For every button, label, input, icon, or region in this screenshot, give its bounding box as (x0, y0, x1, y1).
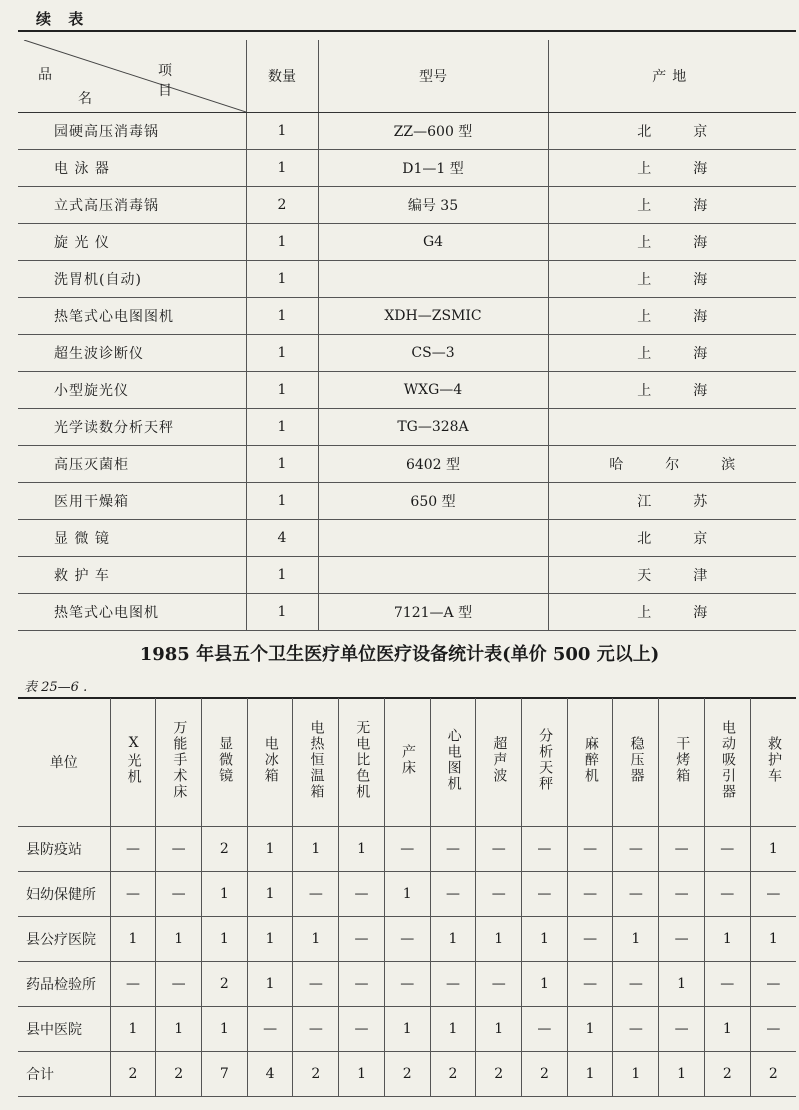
equipment-name: 小型旋光仪 (18, 372, 246, 409)
header-ming: 名 (78, 91, 93, 107)
value-cell: 1 (293, 917, 339, 962)
quantity-cell: 1 (246, 150, 318, 187)
model-cell (318, 557, 548, 594)
value-cell: — (659, 872, 705, 917)
origin-cell: 上海 (548, 187, 796, 224)
model-cell: 编号 35 (318, 187, 548, 224)
top-rule (18, 30, 796, 32)
value-cell: — (613, 962, 659, 1007)
value-cell: 1 (476, 917, 522, 962)
value-cell: 1 (659, 1052, 705, 1097)
value-cell: 1 (522, 917, 568, 962)
table-row (18, 872, 796, 917)
header-model: 型号 (318, 40, 548, 113)
value-cell: 1 (613, 917, 659, 962)
value-cell: 2 (293, 1052, 339, 1097)
table-row (18, 557, 796, 594)
origin-cell: 江苏 (548, 483, 796, 520)
equipment-name: 热笔式心电图机 (18, 594, 246, 631)
quantity-cell: 1 (246, 261, 318, 298)
origin-cell: 上海 (548, 594, 796, 631)
value-cell: 2 (202, 827, 248, 872)
equipment-name: 超生波诊断仪 (18, 335, 246, 372)
quantity-cell: 1 (246, 372, 318, 409)
origin-cell: 北京 (548, 520, 796, 557)
value-cell: 1 (704, 1007, 750, 1052)
origin-cell: 上海 (548, 335, 796, 372)
value-cell: 1 (247, 827, 293, 872)
value-cell: 1 (704, 917, 750, 962)
value-cell: 1 (247, 917, 293, 962)
model-cell (318, 520, 548, 557)
value-cell: 1 (522, 962, 568, 1007)
value-cell: 2 (522, 1052, 568, 1097)
quantity-cell: 1 (246, 224, 318, 261)
unit-cell: 药品检验所 (18, 962, 110, 1007)
column-header (750, 698, 796, 827)
table-row (18, 224, 796, 261)
table-row (18, 335, 796, 372)
column-header-label: X光机 (125, 735, 142, 785)
origin-cell: 上海 (548, 224, 796, 261)
column-header (430, 698, 476, 827)
value-cell: 1 (430, 917, 476, 962)
continuation-label: 续 表 (36, 10, 90, 28)
quantity-cell: 1 (246, 483, 318, 520)
origin-cell: 上海 (548, 298, 796, 335)
column-header-label: 分析天秤 (537, 728, 554, 792)
value-cell: 1 (476, 1007, 522, 1052)
origin-cell (548, 409, 796, 446)
column-header (293, 698, 339, 827)
value-cell: 2 (476, 1052, 522, 1097)
value-cell: — (247, 1007, 293, 1052)
table-row (18, 446, 796, 483)
value-cell: — (339, 1007, 385, 1052)
model-cell: TG—328A (318, 409, 548, 446)
value-cell: 1 (247, 962, 293, 1007)
value-cell: — (704, 962, 750, 1007)
equipment-name: 旋 光 仪 (18, 224, 246, 261)
value-cell: — (476, 872, 522, 917)
column-header (339, 698, 385, 827)
column-header (156, 698, 202, 827)
value-cell: 2 (384, 1052, 430, 1097)
value-cell: 4 (247, 1052, 293, 1097)
model-cell: 6402 型 (318, 446, 548, 483)
table-row (18, 1007, 796, 1052)
value-cell: — (293, 1007, 339, 1052)
column-header-label: 干烤箱 (674, 736, 691, 784)
equipment-name: 热笔式心电图图机 (18, 298, 246, 335)
value-cell: — (659, 827, 705, 872)
diagonal-header-cell (18, 40, 246, 113)
value-cell: — (659, 1007, 705, 1052)
model-cell: XDH—ZSMIC (318, 298, 548, 335)
column-header-label: 救护车 (766, 736, 783, 784)
equipment-name: 洗胃机(自动) (18, 261, 246, 298)
column-header (247, 698, 293, 827)
model-cell: WXG—4 (318, 372, 548, 409)
value-cell: 1 (247, 872, 293, 917)
value-cell: 2 (156, 1052, 202, 1097)
column-header (659, 698, 705, 827)
column-header-label: 产床 (399, 744, 416, 776)
value-cell: — (567, 962, 613, 1007)
value-cell: — (567, 872, 613, 917)
model-cell (318, 261, 548, 298)
table-row (18, 827, 796, 872)
quantity-cell: 1 (246, 335, 318, 372)
quantity-cell: 1 (246, 557, 318, 594)
origin-cell: 上海 (548, 261, 796, 298)
value-cell: — (384, 962, 430, 1007)
value-cell: — (750, 872, 796, 917)
value-cell: — (293, 872, 339, 917)
value-cell: 1 (339, 1052, 385, 1097)
unit-cell: 合计 (18, 1052, 110, 1097)
unit-cell: 县公疗医院 (18, 917, 110, 962)
value-cell: — (384, 827, 430, 872)
value-cell: — (156, 962, 202, 1007)
table-row (18, 187, 796, 224)
equipment-name: 光学读数分析天秤 (18, 409, 246, 446)
equipment-name: 立式高压消毒锅 (18, 187, 246, 224)
column-header-label: 麻醉机 (582, 736, 599, 784)
value-cell: 2 (704, 1052, 750, 1097)
value-cell: 1 (750, 827, 796, 872)
column-header (476, 698, 522, 827)
column-header-label: 电热恒温箱 (308, 720, 325, 800)
value-cell: — (750, 962, 796, 1007)
equipment-name: 显 微 镜 (18, 520, 246, 557)
origin-cell: 上海 (548, 372, 796, 409)
value-cell: — (156, 872, 202, 917)
value-cell: — (522, 872, 568, 917)
column-header-label: 万能手术床 (171, 720, 188, 800)
value-cell: — (110, 962, 156, 1007)
value-cell: — (430, 962, 476, 1007)
table-row (18, 261, 796, 298)
table-row (18, 1052, 796, 1097)
table2-number: 表 25—6 . (24, 680, 88, 695)
value-cell: — (110, 872, 156, 917)
value-cell: 1 (202, 1007, 248, 1052)
header-pin: 品 (38, 67, 53, 83)
value-cell: — (659, 917, 705, 962)
header-unit: 单位 (18, 698, 110, 827)
value-cell: — (430, 872, 476, 917)
quantity-cell: 1 (246, 409, 318, 446)
table-row (18, 483, 796, 520)
value-cell: — (110, 827, 156, 872)
table-row (18, 372, 796, 409)
column-header-label: 超声波 (491, 736, 508, 784)
value-cell: — (339, 917, 385, 962)
origin-cell: 天津 (548, 557, 796, 594)
model-cell: 7121—A 型 (318, 594, 548, 631)
model-cell: CS—3 (318, 335, 548, 372)
table2-title: 1985 年县五个卫生医疗单位医疗设备统计表(单价 500 元以上) (139, 644, 660, 665)
origin-cell: 上海 (548, 150, 796, 187)
value-cell: — (613, 827, 659, 872)
value-cell: — (704, 827, 750, 872)
quantity-cell: 1 (246, 594, 318, 631)
table-row (18, 113, 796, 150)
column-header (567, 698, 613, 827)
value-cell: 2 (750, 1052, 796, 1097)
quantity-cell: 1 (246, 298, 318, 335)
header-origin: 产地 (548, 40, 796, 113)
column-header (613, 698, 659, 827)
column-header-label: 电动吸引器 (719, 720, 736, 800)
value-cell: 1 (430, 1007, 476, 1052)
value-cell: — (704, 872, 750, 917)
statistics-table (18, 698, 796, 1097)
value-cell: — (567, 917, 613, 962)
model-cell: 650 型 (318, 483, 548, 520)
column-header (110, 698, 156, 827)
value-cell: — (156, 827, 202, 872)
value-cell: 1 (384, 872, 430, 917)
value-cell: 1 (202, 872, 248, 917)
value-cell: 1 (156, 917, 202, 962)
equipment-name: 园硬高压消毒锅 (18, 113, 246, 150)
origin-cell: 哈尔滨 (548, 446, 796, 483)
equipment-name: 救 护 车 (18, 557, 246, 594)
equipment-name: 医用干燥箱 (18, 483, 246, 520)
column-header-label: 显微镜 (217, 736, 234, 784)
column-header-label: 无电比色机 (354, 720, 371, 800)
value-cell: — (476, 827, 522, 872)
value-cell: 7 (202, 1052, 248, 1097)
origin-cell: 北京 (548, 113, 796, 150)
value-cell: — (293, 962, 339, 1007)
model-cell: D1—1 型 (318, 150, 548, 187)
value-cell: — (567, 827, 613, 872)
model-cell: ZZ—600 型 (318, 113, 548, 150)
value-cell: 2 (110, 1052, 156, 1097)
equipment-table (18, 40, 796, 631)
unit-cell: 县防疫站 (18, 827, 110, 872)
value-cell: 1 (613, 1052, 659, 1097)
value-cell: 1 (293, 827, 339, 872)
table-row (18, 298, 796, 335)
value-cell: 1 (339, 827, 385, 872)
value-cell: — (430, 827, 476, 872)
value-cell: — (750, 1007, 796, 1052)
value-cell: 1 (659, 962, 705, 1007)
value-cell: — (613, 1007, 659, 1052)
equipment-table-header (18, 40, 796, 113)
value-cell: — (339, 962, 385, 1007)
quantity-cell: 1 (246, 446, 318, 483)
quantity-cell: 4 (246, 520, 318, 557)
unit-cell: 县中医院 (18, 1007, 110, 1052)
table-row (18, 150, 796, 187)
column-header-label: 电冰箱 (262, 736, 279, 784)
value-cell: — (522, 827, 568, 872)
value-cell: 1 (567, 1052, 613, 1097)
table-row (18, 594, 796, 631)
value-cell: — (522, 1007, 568, 1052)
header-quantity: 数量 (246, 40, 318, 113)
equipment-name: 高压灭菌柜 (18, 446, 246, 483)
table-row (18, 520, 796, 557)
column-header (704, 698, 750, 827)
statistics-table-header (18, 698, 796, 827)
column-header (522, 698, 568, 827)
model-cell: G4 (318, 224, 548, 261)
value-cell: 1 (156, 1007, 202, 1052)
column-header (384, 698, 430, 827)
column-header (202, 698, 248, 827)
table-row (18, 409, 796, 446)
unit-cell: 妇幼保健所 (18, 872, 110, 917)
value-cell: 1 (384, 1007, 430, 1052)
value-cell: 1 (202, 917, 248, 962)
value-cell: 1 (110, 917, 156, 962)
value-cell: — (476, 962, 522, 1007)
quantity-cell: 1 (246, 113, 318, 150)
header-item: 项 目 (158, 63, 210, 99)
table-row (18, 917, 796, 962)
value-cell: — (384, 917, 430, 962)
value-cell: 2 (430, 1052, 476, 1097)
value-cell: — (613, 872, 659, 917)
value-cell: 1 (110, 1007, 156, 1052)
column-header-label: 心电图机 (445, 728, 462, 792)
table-row (18, 962, 796, 1007)
quantity-cell: 2 (246, 187, 318, 224)
value-cell: — (339, 872, 385, 917)
value-cell: 2 (202, 962, 248, 1007)
value-cell: 1 (750, 917, 796, 962)
column-header-label: 稳压器 (628, 736, 645, 784)
equipment-name: 电 泳 器 (18, 150, 246, 187)
value-cell: 1 (567, 1007, 613, 1052)
